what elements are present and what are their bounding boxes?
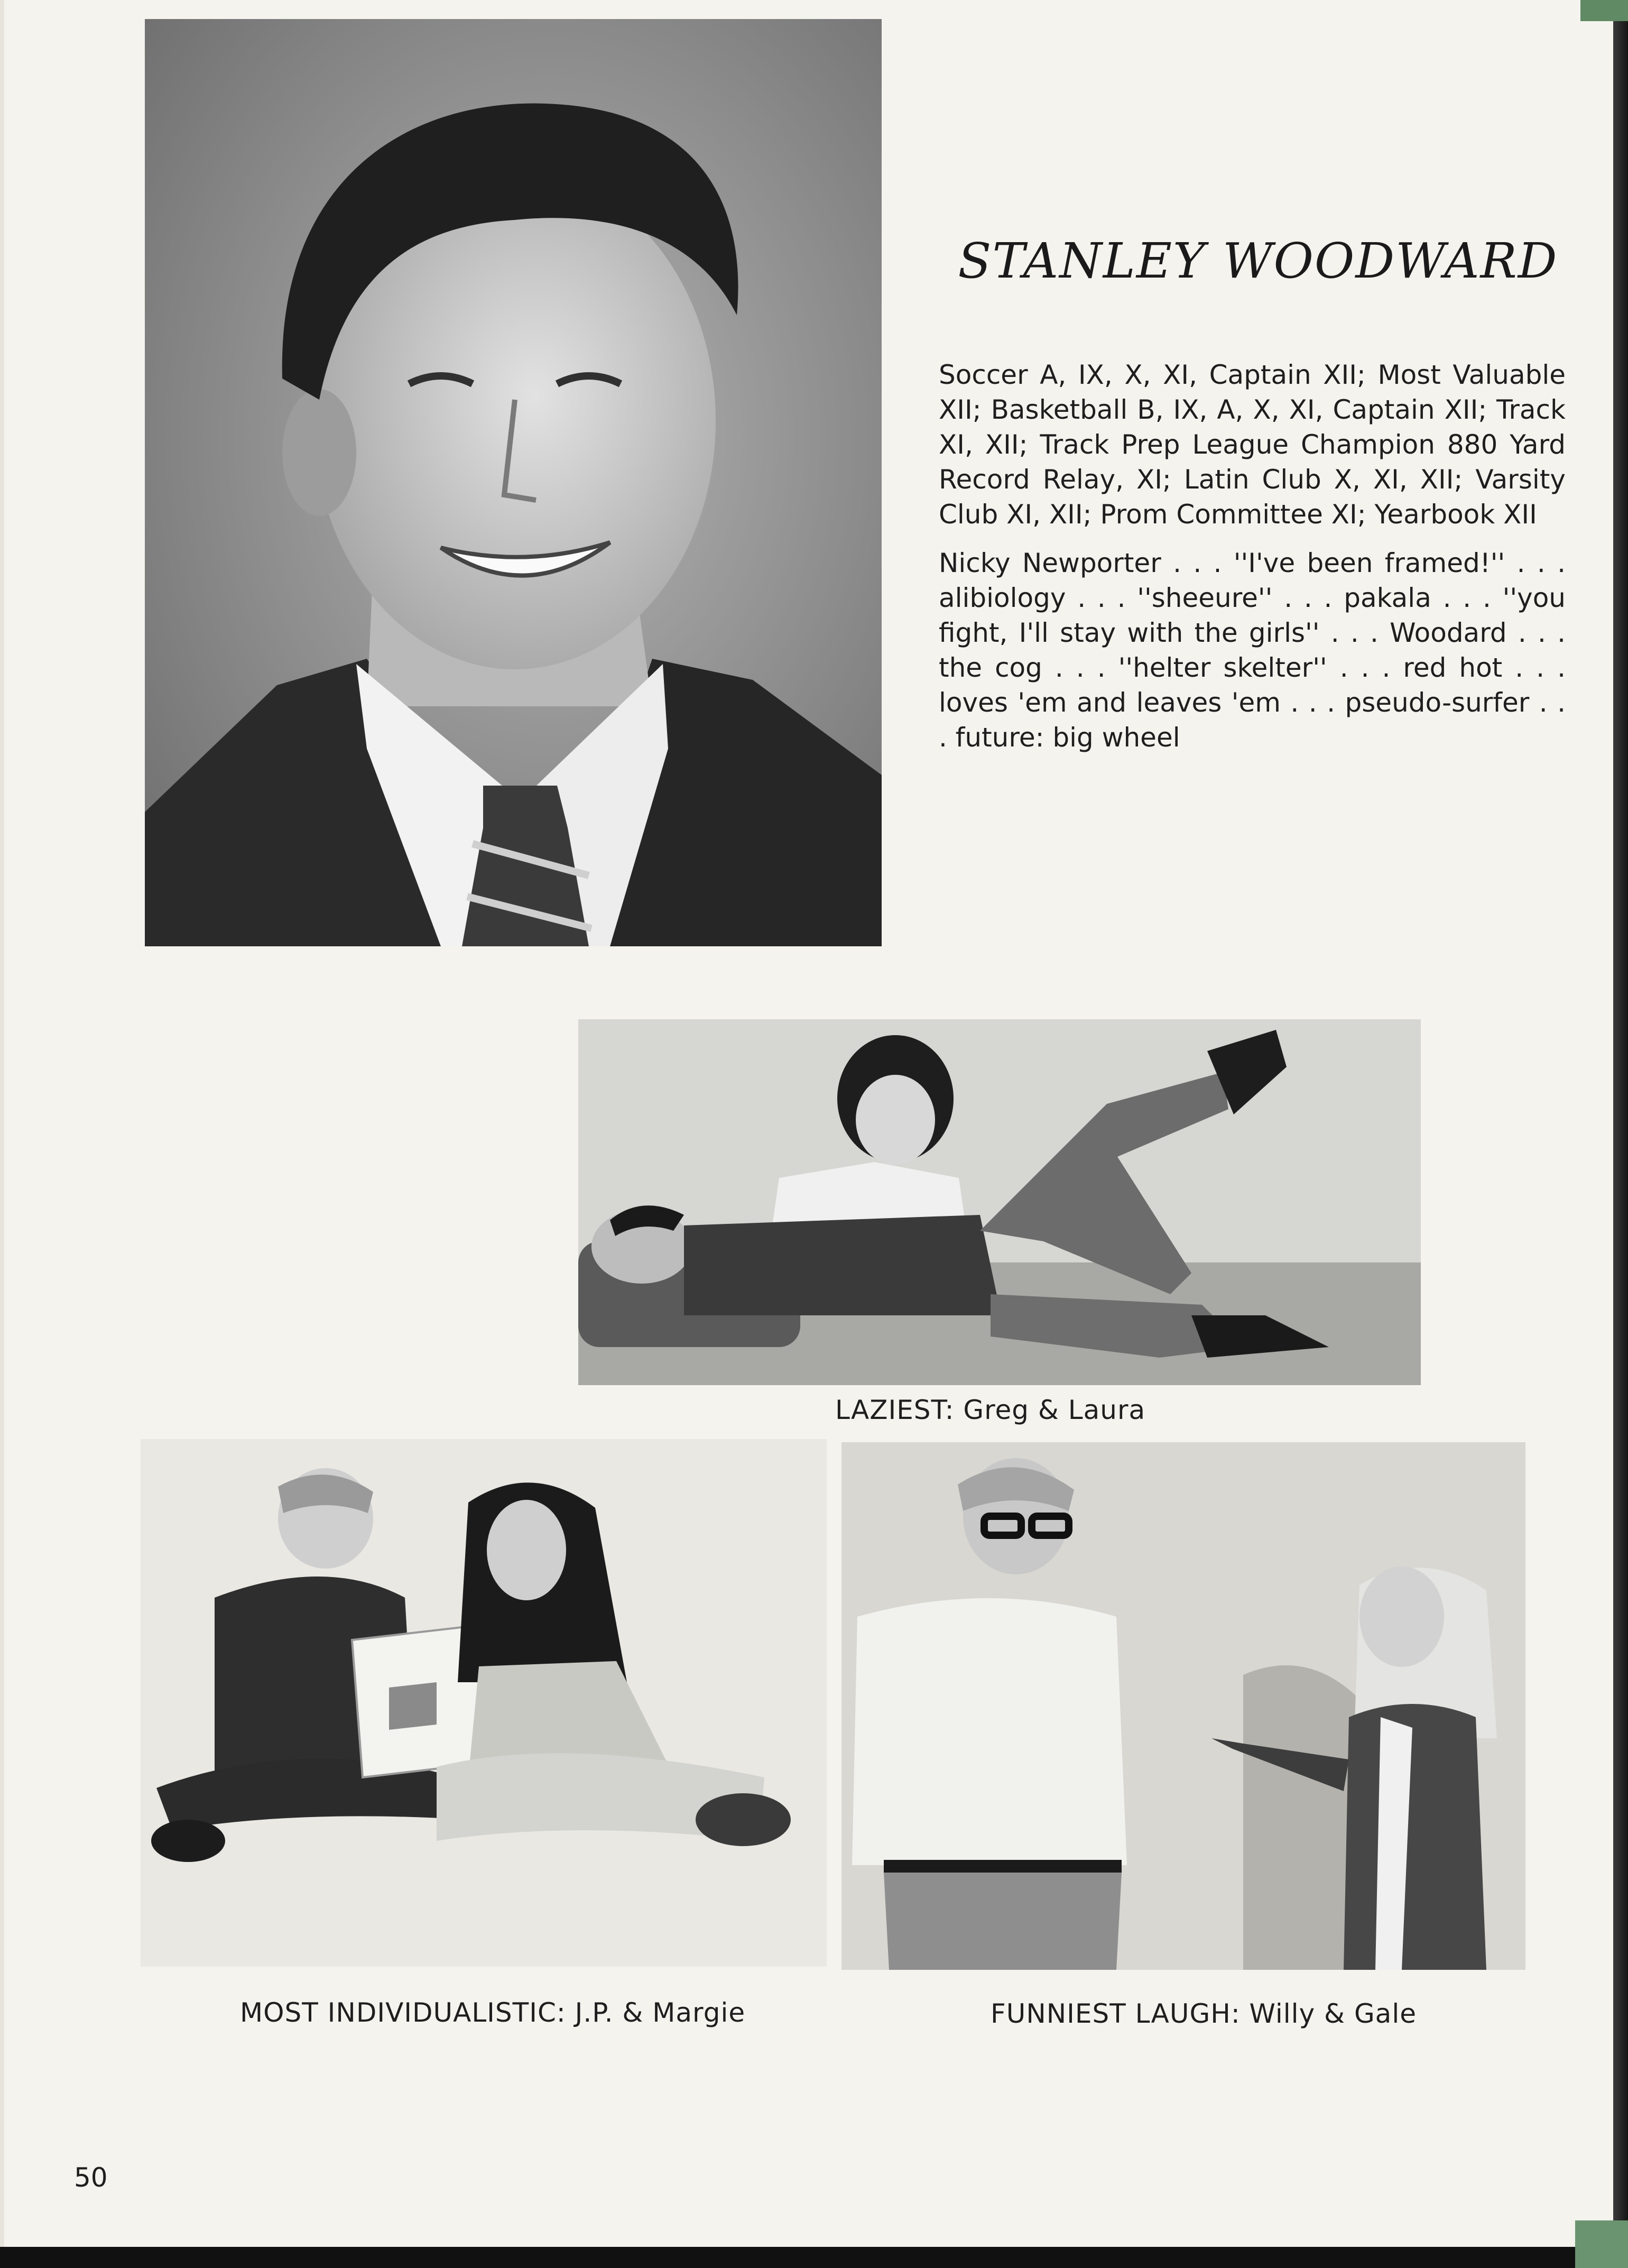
- most-individualistic-photo: [141, 1439, 827, 1967]
- cover-corner-bottom: [1575, 2220, 1628, 2268]
- activities-list: Soccer A, IX, X, XI, Captain XII; Most Valuable XII; Basketball B, IX, A, X, XI, Captain XII; Track XI, XII; Track Prep League Champion 880 Yard Record Relay, XI; Latin Club X, XI, XII; Varsity Club XI, XII; Prom Committee XI; Yearbook XII: [939, 359, 1566, 530]
- laziest-caption: LAZIEST: Greg & Laura: [835, 1395, 1146, 1425]
- funniest-laugh-photo: [841, 1442, 1525, 1970]
- page-bottom-shadow: [0, 2247, 1613, 2268]
- page-edge-shadow: [1613, 0, 1628, 2268]
- senior-quotes: Nicky Newporter . . . ''I've been framed!'' . . . alibiology . . . ''sheeure'' . . . pakala . . . ''you fight, I'll stay with the girls'' . . . Woodard . . . the cog . . . ''helter skelter'' . . . red hot . . . loves 'em and leaves 'em . . . pseudo-surfer . . . future: big wheel: [939, 548, 1566, 753]
- laziest-photo: [578, 1019, 1421, 1385]
- cover-corner: [1580, 0, 1628, 21]
- senior-portrait-photo: [145, 19, 882, 946]
- page-number: 50: [74, 2162, 108, 2193]
- student-name: STANLEY WOODWARD: [958, 233, 1558, 289]
- most-individualistic-caption: MOST INDIVIDUALISTIC: J.P. & Margie: [240, 1997, 746, 2028]
- funniest-laugh-caption: FUNNIEST LAUGH: Willy & Gale: [991, 1998, 1417, 2029]
